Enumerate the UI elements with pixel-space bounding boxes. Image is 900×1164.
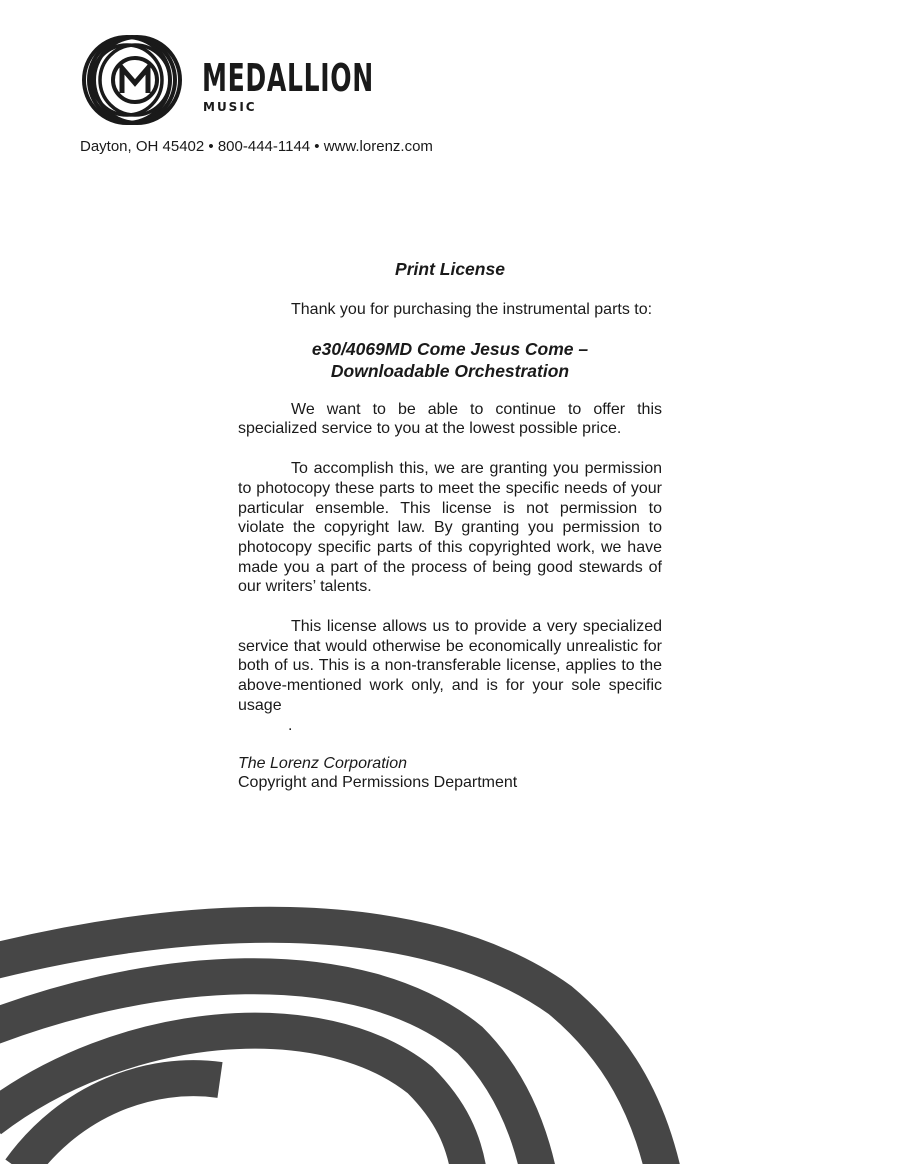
signature-company: The Lorenz Corporation	[238, 754, 407, 772]
letter-title: Print License	[395, 259, 505, 279]
product-subject	[238, 338, 662, 382]
stray-period: .	[288, 716, 293, 734]
brand-name: MEDALLION	[202, 56, 374, 100]
medallion-emblem-icon	[80, 33, 190, 128]
subject-line-2: Downloadable Orchestration	[330, 360, 570, 381]
brand-subname: MUSIC	[203, 100, 257, 114]
contact-line: Dayton, OH 45402 • 800-444-1144 • www.lorenz.com	[80, 138, 433, 155]
decorative-arcs	[0, 880, 900, 1164]
paragraph-license-terms: This license allows us to provide a very specialized service that would otherwise be economically unrealistic for both of us. This is a non-transferable license, applies to the above-mentioned work only, and is for your sole specific usage	[238, 618, 662, 714]
signature-department: Copyright and Permissions Department	[238, 774, 518, 792]
paragraph-thanks: Thank you for purchasing the instrumental parts to:	[291, 301, 653, 318]
license-letter	[238, 258, 662, 793]
paragraph-permission: To accomplish this, we are granting you permission to photocopy these parts to meet the specific needs of your particular ensemble. This license is not permission to violate the copyright law. By granting you permission to photocopy specific parts of this copyrighted work, we have made you a part of the process of being good stewards of our writers’ talents.	[238, 460, 662, 596]
paragraph-service: We want to be able to continue to offer this specialized service to you at the lowest possible price.	[238, 400, 662, 438]
subject-line-1: e30/4069MD Come Jesus Come –	[311, 338, 589, 359]
